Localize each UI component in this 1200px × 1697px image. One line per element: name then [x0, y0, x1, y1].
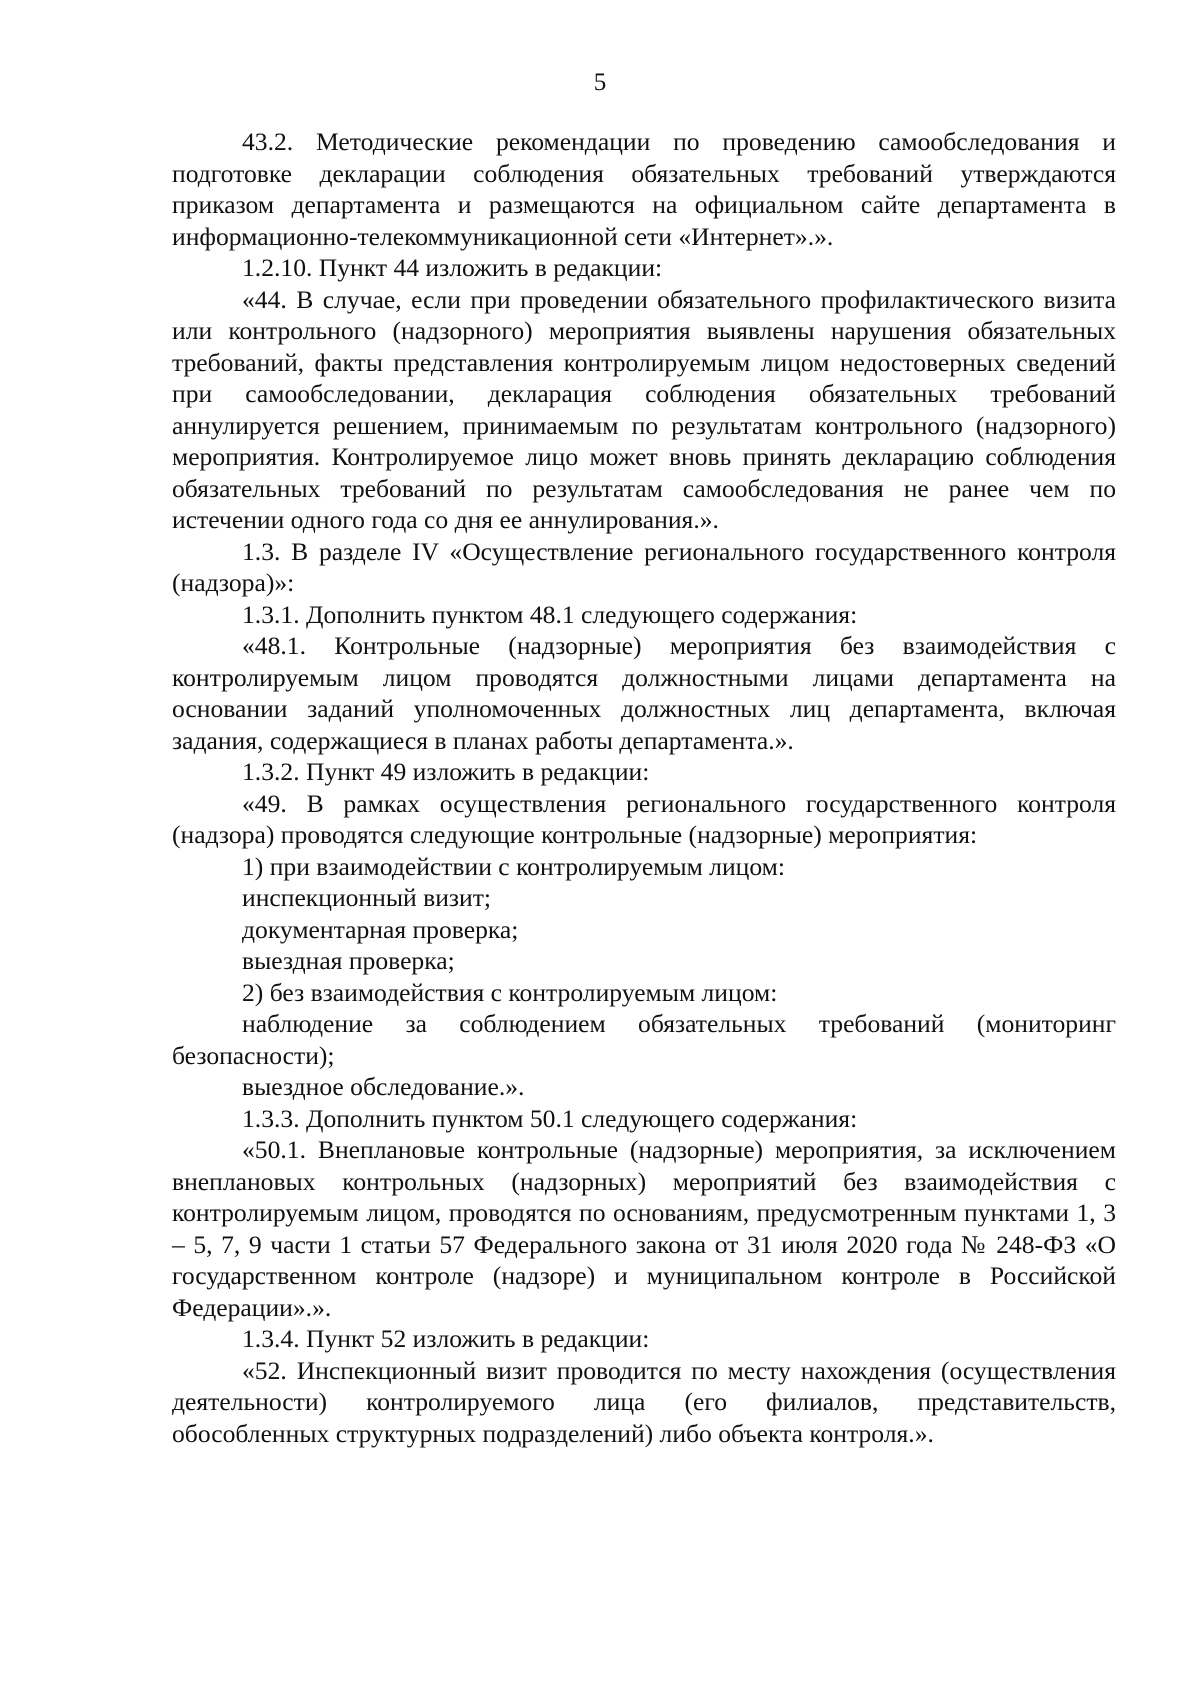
paragraph-49: «49. В рамках осуществления регионального государственного контроля (надзора) проводятся следующие контрольные (надзорные) мероприятия: — [172, 788, 1116, 849]
page-number: 5 — [593, 69, 607, 96]
list-item-field-survey: выездное обследование.». — [242, 1072, 525, 1101]
list-item-no-interaction: 2) без взаимодействия с контролируемым лицом: — [242, 977, 778, 1007]
paragraph-43-2: 43.2. Методические рекомендации по проведению самообследования и подготовке декларации соблюдения обязательных требований утверждаются приказом департамента и размещаются на официальном сайте департамента в информационно-телекоммуникационной сети «Интернет».». — [172, 127, 1116, 251]
paragraph-1-3-3: 1.3.3. Дополнить пунктом 50.1 следующего содержания: — [242, 1103, 858, 1133]
document-body — [172, 126, 1116, 1449]
paragraph-48-1: «48.1. Контрольные (надзорные) мероприятия без взаимодействия с контролируемым лицом проводятся должностными лицами департамента на основании заданий уполномоченных должностных лиц департамента, включая задания, содержащиеся в планах работы департамента.». — [172, 631, 1116, 755]
paragraph-1-3-1: 1.3.1. Дополнить пунктом 48.1 следующего содержания: — [242, 599, 858, 629]
list-item-inspection-visit: инспекционный визит; — [242, 883, 492, 912]
paragraph-1-2-10: 1.2.10. Пункт 44 изложить в редакции: — [242, 253, 663, 282]
list-item-interaction: 1) при взаимодействии с контролируемым лицом: — [242, 851, 785, 881]
paragraph-1-3: 1.3. В разделе IV «Осуществление регионального государственного контроля (надзора)»: — [172, 536, 1116, 597]
paragraph-1-3-2: 1.3.2. Пункт 49 изложить в редакции: — [242, 757, 650, 786]
list-item-documentary-check: документарная проверка; — [242, 914, 519, 944]
paragraph-44: «44. В случае, если при проведении обязательного профилактического визита или контрольного (надзорного) мероприятия выявлены нарушения обязательных требований, факты представления контролируемым лицом недостоверных сведений при самообследовании, декларация соблюдения обязательных требований аннулируется решением, принимаемым по результатам контрольного (надзорного) мероприятия. Контролируемое лицо может вновь принять декларацию соблюдения обязательных требований по результатам самообследования не ранее чем по истечении одного года со дня ее аннулирования.». — [172, 284, 1116, 534]
paragraph-50-1: «50.1. Внеплановые контрольные (надзорные) мероприятия, за исключением внеплановых контрольных (надзорных) мероприятий без взаимодействия с контролируемым лицом, проводятся по основаниям, предусмотренным пунктами 1, 3 – 5, 7, 9 части 1 статьи 57 Федерального закона от 31 июля 2020 года № 248-ФЗ «О государственном контроле (надзоре) и муниципальном контроле в Российской Федерации».». — [172, 1135, 1116, 1322]
list-item-monitoring: наблюдение за соблюдением обязательных требований (мониторинг безопасности); — [172, 1009, 1116, 1070]
paragraph-1-3-4: 1.3.4. Пункт 52 изложить в редакции: — [242, 1324, 650, 1353]
paragraph-52: «52. Инспекционный визит проводится по месту нахождения (осуществления деятельности) контролируемого лица (его филиалов, представительств, обособленных структурных подразделений) либо объекта контроля.». — [172, 1355, 1116, 1448]
list-item-field-check: выездная проверка; — [242, 946, 455, 975]
